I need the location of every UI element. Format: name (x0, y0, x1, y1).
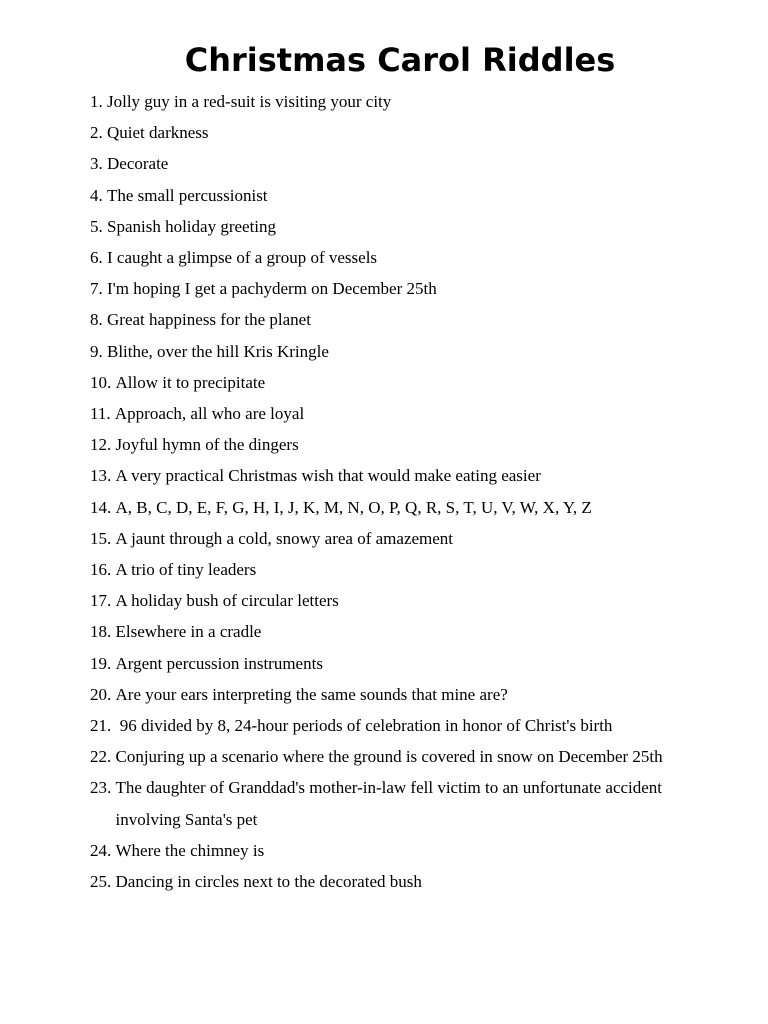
riddle-text: The small percussionist (107, 185, 268, 205)
riddle-number: 17. (90, 591, 116, 611)
riddle-text: Quiet darkness (107, 123, 209, 143)
riddle-text: Joyful hymn of the dingers (115, 435, 299, 455)
riddle-item-12 (90, 429, 690, 460)
riddle-number: 19. (90, 653, 116, 673)
riddle-item-13 (90, 460, 690, 491)
riddle-text: I'm hoping I get a pachyderm on December 25th (107, 279, 437, 299)
riddle-item-2 (90, 117, 690, 148)
riddle-number: 21. (90, 716, 120, 736)
page-title: Christmas Carol Riddles (184, 41, 616, 79)
riddle-item-10 (90, 367, 690, 398)
riddle-number: 16. (90, 560, 116, 580)
riddle-number: 8. (90, 310, 107, 330)
riddle-number: 12. (90, 435, 116, 455)
riddle-text: Jolly guy in a red-suit is visiting your city (107, 92, 392, 111)
riddle-item-20 (90, 679, 690, 710)
riddle-number: 5. (90, 216, 107, 236)
riddle-number: 22. (90, 747, 116, 767)
riddle-item-9 (90, 336, 690, 367)
riddle-item-23 (90, 772, 690, 834)
riddle-text: I caught a glimpse of a group of vessels (107, 248, 378, 268)
riddle-text: Approach, all who are loyal (114, 404, 305, 424)
riddle-item-22 (90, 741, 690, 772)
riddle-item-3 (90, 148, 690, 179)
riddle-item-17 (90, 585, 690, 616)
riddle-text: A trio of tiny leaders (115, 560, 257, 580)
riddle-number: 6. (90, 248, 107, 268)
riddle-item-11 (90, 398, 690, 429)
riddle-text: Great happiness for the planet (107, 310, 311, 330)
riddle-number: 1. (90, 92, 107, 111)
riddle-number: 9. (90, 341, 107, 361)
riddle-number: 23. (90, 778, 116, 798)
riddle-text: A holiday bush of circular letters (115, 591, 339, 611)
riddle-text: The daughter of Granddad's mother-in-law fell victim to an unfortunate accident involving Santa's pet (115, 778, 663, 829)
riddle-item-24 (90, 835, 690, 866)
riddle-number: 2. (90, 123, 107, 143)
riddle-text: Spanish holiday greeting (107, 216, 277, 236)
riddle-number: 4. (90, 185, 107, 205)
riddle-number: 25. (90, 872, 116, 892)
riddle-text: Conjuring up a scenario where the ground is covered in snow on December 25th (115, 747, 663, 767)
riddle-item-16 (90, 554, 690, 585)
riddle-number: 10. (90, 372, 116, 392)
riddle-item-19 (90, 648, 690, 679)
riddle-text: Blithe, over the hill Kris Kringle (107, 341, 329, 361)
riddle-text: Where the chimney is (115, 840, 265, 860)
riddle-text: Elsewhere in a cradle (115, 622, 262, 642)
riddle-item-5 (90, 211, 690, 242)
riddle-item-25 (90, 866, 690, 897)
riddle-number: 11. (90, 404, 115, 424)
riddle-number: 20. (90, 684, 116, 704)
riddle-text: A jaunt through a cold, snowy area of amazement (115, 528, 454, 548)
riddle-item-14 (90, 492, 690, 523)
riddle-text: Dancing in circles next to the decorated bush (115, 872, 422, 892)
riddle-number: 3. (90, 154, 107, 174)
riddle-text: A, B, C, D, E, F, G, H, I, J, K, M, N, O, P, Q, R, S, T, U, V, W, X, Y, Z (115, 497, 592, 517)
riddle-item-7 (90, 273, 690, 304)
riddle-text: Decorate (107, 154, 169, 174)
riddle-item-6 (90, 242, 690, 273)
riddle-number: 13. (90, 466, 116, 486)
riddle-item-8 (90, 304, 690, 335)
riddle-number: 24. (90, 840, 116, 860)
riddle-list (0, 86, 768, 897)
riddle-number: 14. (90, 497, 116, 517)
riddle-item-4 (90, 180, 690, 211)
riddle-text: A very practical Christmas wish that would make eating easier (115, 466, 541, 486)
riddle-item-15 (90, 523, 690, 554)
riddle-text: Allow it to precipitate (115, 372, 266, 392)
riddle-item-1 (90, 86, 690, 117)
riddle-item-21 (90, 710, 690, 741)
riddle-text: Argent percussion instruments (115, 653, 323, 673)
riddle-number: 7. (90, 279, 107, 299)
riddle-text: 96 divided by 8, 24-hour periods of celebration in honor of Christ's birth (119, 716, 613, 736)
riddle-number: 18. (90, 622, 116, 642)
riddle-item-18 (90, 616, 690, 647)
riddle-number: 15. (90, 528, 116, 548)
riddle-text: Are your ears interpreting the same sounds that mine are? (115, 684, 508, 704)
